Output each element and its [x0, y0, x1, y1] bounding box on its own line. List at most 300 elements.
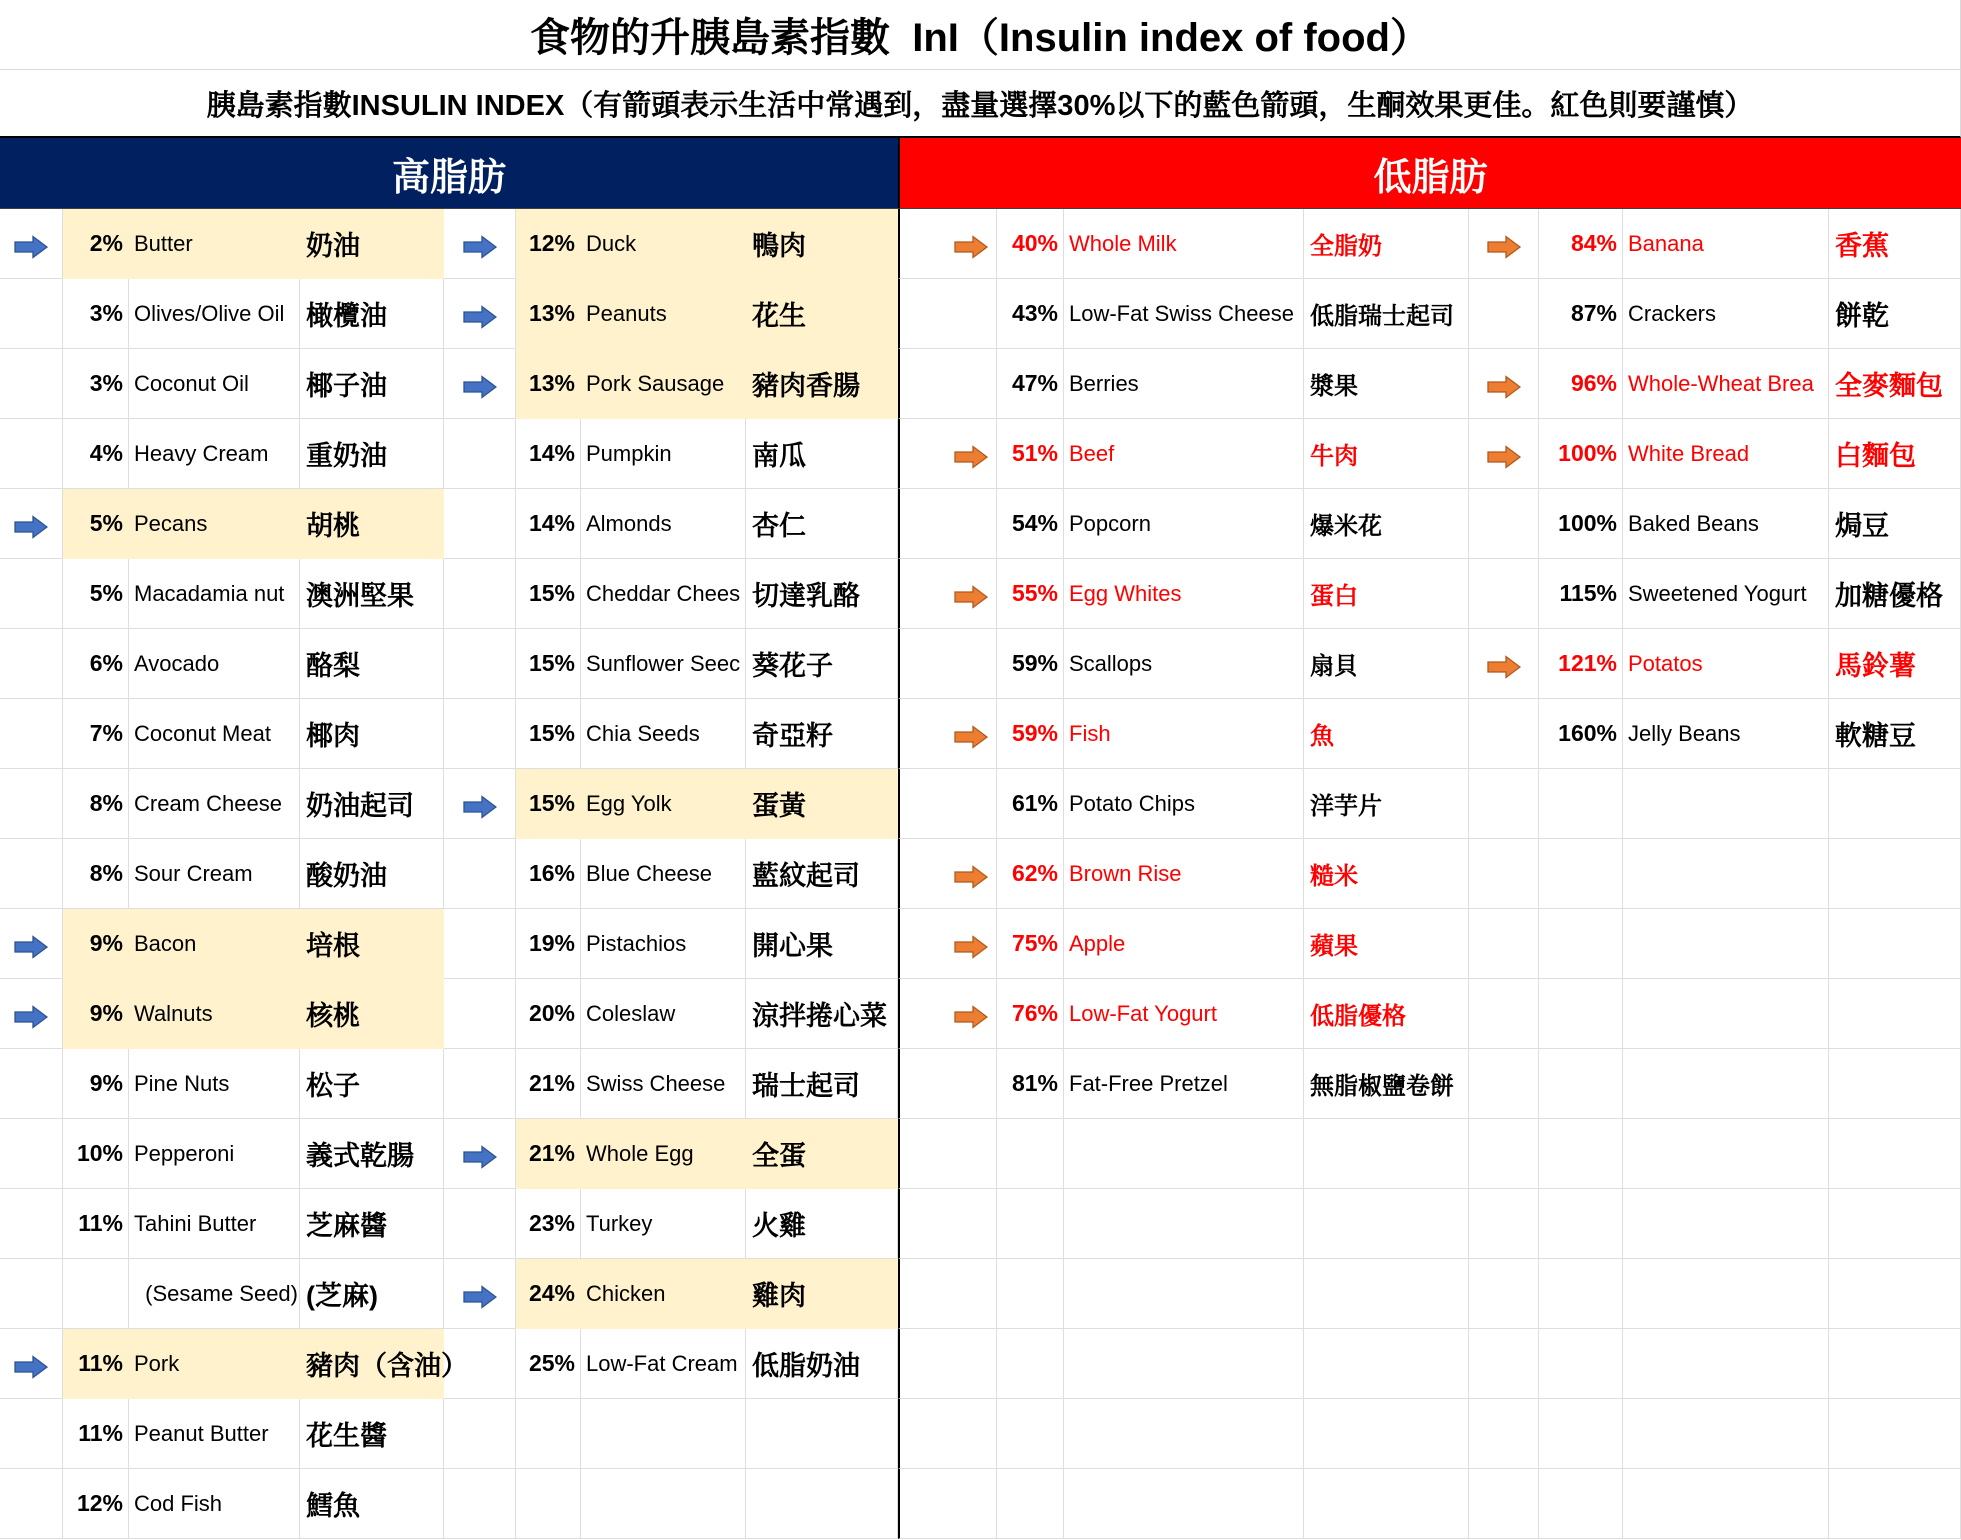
arrow-cell	[898, 979, 997, 1049]
insulin-index-value: 121%	[1539, 629, 1623, 699]
food-name-zh: 火雞	[746, 1189, 898, 1259]
insulin-index-value: 115%	[1539, 559, 1623, 629]
insulin-index-value: 100%	[1539, 419, 1623, 489]
empty-cell	[444, 1189, 516, 1259]
food-name-en: Beef	[1064, 419, 1304, 489]
empty-cell	[1623, 1329, 1829, 1399]
empty-cell	[0, 279, 63, 349]
empty-cell	[1304, 1399, 1469, 1469]
empty-cell	[1539, 1329, 1623, 1399]
insulin-index-value: 75%	[997, 909, 1064, 979]
empty-cell	[1469, 839, 1539, 909]
blue-right-arrow-icon	[463, 235, 497, 259]
food-name-en: Apple	[1064, 909, 1304, 979]
insulin-index-value: 76%	[997, 979, 1064, 1049]
food-name-zh: (芝麻)	[300, 1259, 444, 1329]
arrow-cell	[898, 909, 997, 979]
empty-cell	[898, 349, 997, 419]
empty-cell	[0, 1469, 63, 1539]
orange-right-arrow-icon	[1487, 375, 1521, 399]
orange-right-arrow-icon	[1487, 445, 1521, 469]
empty-cell	[1829, 1259, 1961, 1329]
insulin-index-value: 24%	[516, 1259, 581, 1329]
insulin-index-value: 2%	[63, 209, 129, 279]
empty-cell	[1623, 769, 1829, 839]
orange-right-arrow-icon	[1487, 655, 1521, 679]
empty-cell	[0, 349, 63, 419]
empty-cell	[1829, 1049, 1961, 1119]
insulin-index-value: 4%	[63, 419, 129, 489]
insulin-index-value: 43%	[997, 279, 1064, 349]
empty-cell	[444, 1049, 516, 1119]
food-name-zh: 豬肉香腸	[746, 349, 898, 419]
page-subtitle: 胰島素指數INSULIN INDEX（有箭頭表示生活中常遇到，盡量選擇30%以下的藍色箭頭，生酮效果更佳。紅色則要謹慎）	[0, 70, 1961, 138]
blue-right-arrow-icon	[14, 235, 48, 259]
arrow-cell	[0, 209, 63, 279]
food-name-zh: 豬肉（含油）	[300, 1329, 444, 1399]
food-name-zh: 核桃	[300, 979, 444, 1049]
arrow-cell	[444, 1259, 516, 1329]
empty-cell	[746, 1399, 898, 1469]
empty-cell	[1539, 1049, 1623, 1119]
food-name-zh: 糙米	[1304, 839, 1469, 909]
orange-right-arrow-icon	[954, 865, 988, 889]
insulin-index-value: 20%	[516, 979, 581, 1049]
food-name-zh: 低脂瑞士起司	[1304, 279, 1469, 349]
food-name-en: Pepperoni	[129, 1119, 300, 1189]
food-name-zh: 葵花子	[746, 629, 898, 699]
food-name-zh: 酪梨	[300, 629, 444, 699]
food-name-zh: 花生醬	[300, 1399, 444, 1469]
empty-cell	[1469, 1469, 1539, 1539]
food-name-en: Sweetened Yogurt	[1623, 559, 1829, 629]
food-name-zh: 澳洲堅果	[300, 559, 444, 629]
empty-cell	[1064, 1469, 1304, 1539]
insulin-index-value: 55%	[997, 559, 1064, 629]
insulin-index-value: 9%	[63, 909, 129, 979]
insulin-index-value: 87%	[1539, 279, 1623, 349]
empty-cell	[1304, 1259, 1469, 1329]
empty-cell	[444, 489, 516, 559]
insulin-index-value: 11%	[63, 1329, 129, 1399]
food-name-zh: 涼拌捲心菜	[746, 979, 898, 1049]
arrow-cell	[444, 769, 516, 839]
insulin-index-value	[63, 1259, 129, 1329]
food-name-en: Coleslaw	[581, 979, 746, 1049]
insulin-index-value: 15%	[516, 629, 581, 699]
empty-cell	[898, 1259, 997, 1329]
empty-cell	[1064, 1119, 1304, 1189]
food-name-zh: 芝麻醬	[300, 1189, 444, 1259]
food-name-en: Cheddar Chees	[581, 559, 746, 629]
insulin-index-value: 160%	[1539, 699, 1623, 769]
blue-right-arrow-icon	[463, 795, 497, 819]
header-high-fat: 高脂肪	[0, 138, 898, 208]
empty-cell	[1829, 1399, 1961, 1469]
food-name-en: Cream Cheese	[129, 769, 300, 839]
section-header-row	[0, 138, 1961, 209]
empty-cell	[1304, 1119, 1469, 1189]
arrow-cell	[1469, 419, 1539, 489]
food-name-zh: 杏仁	[746, 489, 898, 559]
empty-cell	[1829, 769, 1961, 839]
blue-right-arrow-icon	[463, 375, 497, 399]
arrow-cell	[898, 209, 997, 279]
empty-cell	[0, 419, 63, 489]
food-name-zh: 瑞士起司	[746, 1049, 898, 1119]
insulin-index-value: 84%	[1539, 209, 1623, 279]
empty-cell	[1539, 1259, 1623, 1329]
orange-right-arrow-icon	[954, 935, 988, 959]
empty-cell	[0, 1049, 63, 1119]
empty-cell	[444, 909, 516, 979]
insulin-index-value: 47%	[997, 349, 1064, 419]
food-name-zh: 焗豆	[1829, 489, 1961, 559]
empty-cell	[1829, 839, 1961, 909]
empty-cell	[444, 839, 516, 909]
food-name-zh: 加糖優格	[1829, 559, 1961, 629]
food-name-en: Coconut Oil	[129, 349, 300, 419]
food-name-en: Chicken	[581, 1259, 746, 1329]
food-name-en: Whole Egg	[581, 1119, 746, 1189]
food-name-en: Baked Beans	[1623, 489, 1829, 559]
insulin-index-value: 9%	[63, 979, 129, 1049]
empty-cell	[898, 489, 997, 559]
food-name-zh: 橄欖油	[300, 279, 444, 349]
insulin-index-value: 14%	[516, 489, 581, 559]
insulin-index-value: 10%	[63, 1119, 129, 1189]
food-name-zh: 蛋黃	[746, 769, 898, 839]
food-name-en: Coconut Meat	[129, 699, 300, 769]
insulin-index-value: 12%	[516, 209, 581, 279]
food-name-en: Pork	[129, 1329, 300, 1399]
empty-cell	[444, 699, 516, 769]
empty-cell	[1829, 909, 1961, 979]
food-name-en: Peanuts	[581, 279, 746, 349]
food-name-zh: 漿果	[1304, 349, 1469, 419]
food-name-zh: 南瓜	[746, 419, 898, 489]
food-name-en: White Bread	[1623, 419, 1829, 489]
food-name-zh: 蛋白	[1304, 559, 1469, 629]
empty-cell	[0, 629, 63, 699]
insulin-index-table	[0, 209, 1961, 1539]
food-name-en: (Sesame Seed)	[129, 1259, 300, 1329]
empty-cell	[1539, 909, 1623, 979]
insulin-index-value: 51%	[997, 419, 1064, 489]
empty-cell	[1539, 1469, 1623, 1539]
empty-cell	[444, 629, 516, 699]
insulin-index-value: 16%	[516, 839, 581, 909]
empty-cell	[0, 1399, 63, 1469]
insulin-index-value: 25%	[516, 1329, 581, 1399]
food-name-en: Low-Fat Yogurt	[1064, 979, 1304, 1049]
empty-cell	[1623, 1399, 1829, 1469]
food-name-en: Walnuts	[129, 979, 300, 1049]
arrow-cell	[0, 909, 63, 979]
arrow-cell	[0, 979, 63, 1049]
empty-cell	[1469, 279, 1539, 349]
food-name-en: Low-Fat Cream	[581, 1329, 746, 1399]
empty-cell	[898, 629, 997, 699]
food-name-en: Avocado	[129, 629, 300, 699]
empty-cell	[746, 1469, 898, 1539]
insulin-index-value: 15%	[516, 559, 581, 629]
arrow-cell	[898, 699, 997, 769]
empty-cell	[898, 1119, 997, 1189]
food-name-en: Pumpkin	[581, 419, 746, 489]
empty-cell	[898, 1049, 997, 1119]
empty-cell	[1829, 1189, 1961, 1259]
insulin-index-value: 5%	[63, 559, 129, 629]
blue-right-arrow-icon	[14, 1005, 48, 1029]
empty-cell	[1623, 1469, 1829, 1539]
food-name-en: Sour Cream	[129, 839, 300, 909]
food-name-zh: 藍紋起司	[746, 839, 898, 909]
empty-cell	[444, 1469, 516, 1539]
food-name-en: Chia Seeds	[581, 699, 746, 769]
empty-cell	[516, 1399, 581, 1469]
insulin-index-value: 100%	[1539, 489, 1623, 559]
food-name-zh: 培根	[300, 909, 444, 979]
insulin-index-value: 15%	[516, 699, 581, 769]
insulin-index-value: 15%	[516, 769, 581, 839]
empty-cell	[0, 699, 63, 769]
insulin-index-value: 54%	[997, 489, 1064, 559]
insulin-index-value: 23%	[516, 1189, 581, 1259]
food-name-zh: 全麥麵包	[1829, 349, 1961, 419]
food-name-en: Potato Chips	[1064, 769, 1304, 839]
insulin-index-value: 11%	[63, 1189, 129, 1259]
empty-cell	[1469, 559, 1539, 629]
empty-cell	[1469, 1049, 1539, 1119]
arrow-cell	[898, 419, 997, 489]
food-name-en: Bacon	[129, 909, 300, 979]
empty-cell	[1304, 1469, 1469, 1539]
food-name-zh: 魚	[1304, 699, 1469, 769]
arrow-cell	[444, 1119, 516, 1189]
food-name-en: Macadamia nut	[129, 559, 300, 629]
arrow-cell	[444, 209, 516, 279]
food-name-en: Pork Sausage	[581, 349, 746, 419]
empty-cell	[1539, 769, 1623, 839]
food-name-zh: 蘋果	[1304, 909, 1469, 979]
empty-cell	[1304, 1329, 1469, 1399]
food-name-en: Turkey	[581, 1189, 746, 1259]
food-name-zh: 松子	[300, 1049, 444, 1119]
food-name-en: Butter	[129, 209, 300, 279]
blue-right-arrow-icon	[463, 1145, 497, 1169]
insulin-index-value: 3%	[63, 279, 129, 349]
empty-cell	[1623, 1189, 1829, 1259]
food-name-zh: 低脂優格	[1304, 979, 1469, 1049]
food-name-en: Jelly Beans	[1623, 699, 1829, 769]
insulin-index-value: 19%	[516, 909, 581, 979]
blue-right-arrow-icon	[14, 1355, 48, 1379]
food-name-zh: 低脂奶油	[746, 1329, 898, 1399]
empty-cell	[1539, 1189, 1623, 1259]
arrow-cell	[898, 559, 997, 629]
food-name-zh: 餅乾	[1829, 279, 1961, 349]
empty-cell	[1829, 1469, 1961, 1539]
food-name-en: Whole-Wheat Brea	[1623, 349, 1829, 419]
orange-right-arrow-icon	[954, 235, 988, 259]
blue-right-arrow-icon	[463, 305, 497, 329]
food-name-en: Heavy Cream	[129, 419, 300, 489]
food-name-en: Egg Yolk	[581, 769, 746, 839]
empty-cell	[0, 769, 63, 839]
food-name-en: Whole Milk	[1064, 209, 1304, 279]
food-name-en: Fat-Free Pretzel	[1064, 1049, 1304, 1119]
insulin-index-value: 8%	[63, 839, 129, 909]
insulin-index-value: 59%	[997, 699, 1064, 769]
arrow-cell	[0, 489, 63, 559]
arrow-cell	[1469, 209, 1539, 279]
food-name-en: Brown Rise	[1064, 839, 1304, 909]
food-name-zh: 奶油起司	[300, 769, 444, 839]
empty-cell	[1469, 1259, 1539, 1329]
food-name-en: Cod Fish	[129, 1469, 300, 1539]
food-name-zh: 奶油	[300, 209, 444, 279]
empty-cell	[444, 979, 516, 1049]
arrow-cell	[1469, 349, 1539, 419]
food-name-zh: 義式乾腸	[300, 1119, 444, 1189]
food-name-zh: 洋芋片	[1304, 769, 1469, 839]
empty-cell	[1469, 699, 1539, 769]
empty-cell	[898, 279, 997, 349]
insulin-index-value: 62%	[997, 839, 1064, 909]
empty-cell	[1469, 489, 1539, 559]
insulin-index-value: 61%	[997, 769, 1064, 839]
empty-cell	[1623, 839, 1829, 909]
insulin-index-value: 14%	[516, 419, 581, 489]
food-name-zh: 開心果	[746, 909, 898, 979]
food-name-en: Egg Whites	[1064, 559, 1304, 629]
blue-right-arrow-icon	[14, 935, 48, 959]
empty-cell	[1623, 909, 1829, 979]
insulin-index-value: 13%	[516, 349, 581, 419]
orange-right-arrow-icon	[954, 1005, 988, 1029]
insulin-index-value: 12%	[63, 1469, 129, 1539]
empty-cell	[1469, 909, 1539, 979]
food-name-zh: 重奶油	[300, 419, 444, 489]
empty-cell	[1539, 839, 1623, 909]
insulin-index-value: 8%	[63, 769, 129, 839]
arrow-cell	[898, 839, 997, 909]
orange-right-arrow-icon	[954, 725, 988, 749]
empty-cell	[898, 1469, 997, 1539]
empty-cell	[1064, 1189, 1304, 1259]
food-name-en: Pecans	[129, 489, 300, 559]
insulin-index-value: 96%	[1539, 349, 1623, 419]
empty-cell	[1623, 1119, 1829, 1189]
empty-cell	[0, 1259, 63, 1329]
food-name-zh: 鴨肉	[746, 209, 898, 279]
insulin-index-value: 21%	[516, 1119, 581, 1189]
blue-right-arrow-icon	[463, 1285, 497, 1309]
orange-right-arrow-icon	[1487, 235, 1521, 259]
food-name-zh: 扇貝	[1304, 629, 1469, 699]
empty-cell	[1539, 1399, 1623, 1469]
empty-cell	[1469, 1329, 1539, 1399]
insulin-index-value: 13%	[516, 279, 581, 349]
food-name-zh: 牛肉	[1304, 419, 1469, 489]
empty-cell	[444, 1399, 516, 1469]
food-name-en: Sunflower Seec	[581, 629, 746, 699]
header-low-fat: 低脂肪	[898, 138, 1961, 208]
empty-cell	[997, 1469, 1064, 1539]
food-name-zh: 鱈魚	[300, 1469, 444, 1539]
food-name-zh: 軟糖豆	[1829, 699, 1961, 769]
food-name-zh: 無脂椒鹽卷餅	[1304, 1049, 1469, 1119]
empty-cell	[0, 1189, 63, 1259]
empty-cell	[1829, 1119, 1961, 1189]
empty-cell	[1304, 1189, 1469, 1259]
food-name-zh: 雞肉	[746, 1259, 898, 1329]
insulin-index-value: 6%	[63, 629, 129, 699]
empty-cell	[1469, 1399, 1539, 1469]
insulin-index-value: 5%	[63, 489, 129, 559]
insulin-index-value: 40%	[997, 209, 1064, 279]
food-name-zh: 爆米花	[1304, 489, 1469, 559]
empty-cell	[1623, 979, 1829, 1049]
empty-cell	[898, 1399, 997, 1469]
food-name-en: Crackers	[1623, 279, 1829, 349]
food-name-en: Peanut Butter	[129, 1399, 300, 1469]
empty-cell	[1064, 1399, 1304, 1469]
food-name-zh: 香蕉	[1829, 209, 1961, 279]
empty-cell	[1623, 1259, 1829, 1329]
food-name-en: Pistachios	[581, 909, 746, 979]
empty-cell	[1623, 1049, 1829, 1119]
food-name-zh: 白麵包	[1829, 419, 1961, 489]
empty-cell	[0, 559, 63, 629]
food-name-en: Berries	[1064, 349, 1304, 419]
insulin-index-value: 59%	[997, 629, 1064, 699]
blue-right-arrow-icon	[14, 515, 48, 539]
food-name-en: Low-Fat Swiss Cheese	[1064, 279, 1304, 349]
food-name-zh: 椰肉	[300, 699, 444, 769]
page-title: 食物的升胰島素指數 InI（Insulin index of food）	[0, 0, 1961, 70]
insulin-index-value: 21%	[516, 1049, 581, 1119]
food-name-en: Duck	[581, 209, 746, 279]
food-name-zh: 全蛋	[746, 1119, 898, 1189]
insulin-index-value: 7%	[63, 699, 129, 769]
empty-cell	[1469, 979, 1539, 1049]
empty-cell	[516, 1469, 581, 1539]
food-name-en: Almonds	[581, 489, 746, 559]
food-name-en: Fish	[1064, 699, 1304, 769]
food-name-en: Scallops	[1064, 629, 1304, 699]
insulin-index-value: 9%	[63, 1049, 129, 1119]
arrow-cell	[0, 1329, 63, 1399]
empty-cell	[0, 1119, 63, 1189]
empty-cell	[581, 1469, 746, 1539]
empty-cell	[997, 1189, 1064, 1259]
empty-cell	[898, 1189, 997, 1259]
empty-cell	[1469, 1189, 1539, 1259]
insulin-index-value: 3%	[63, 349, 129, 419]
arrow-cell	[444, 349, 516, 419]
food-name-zh: 馬鈴薯	[1829, 629, 1961, 699]
empty-cell	[997, 1119, 1064, 1189]
empty-cell	[1469, 769, 1539, 839]
food-name-zh: 椰子油	[300, 349, 444, 419]
food-name-zh: 酸奶油	[300, 839, 444, 909]
empty-cell	[898, 769, 997, 839]
empty-cell	[997, 1399, 1064, 1469]
arrow-cell	[1469, 629, 1539, 699]
food-name-zh: 花生	[746, 279, 898, 349]
